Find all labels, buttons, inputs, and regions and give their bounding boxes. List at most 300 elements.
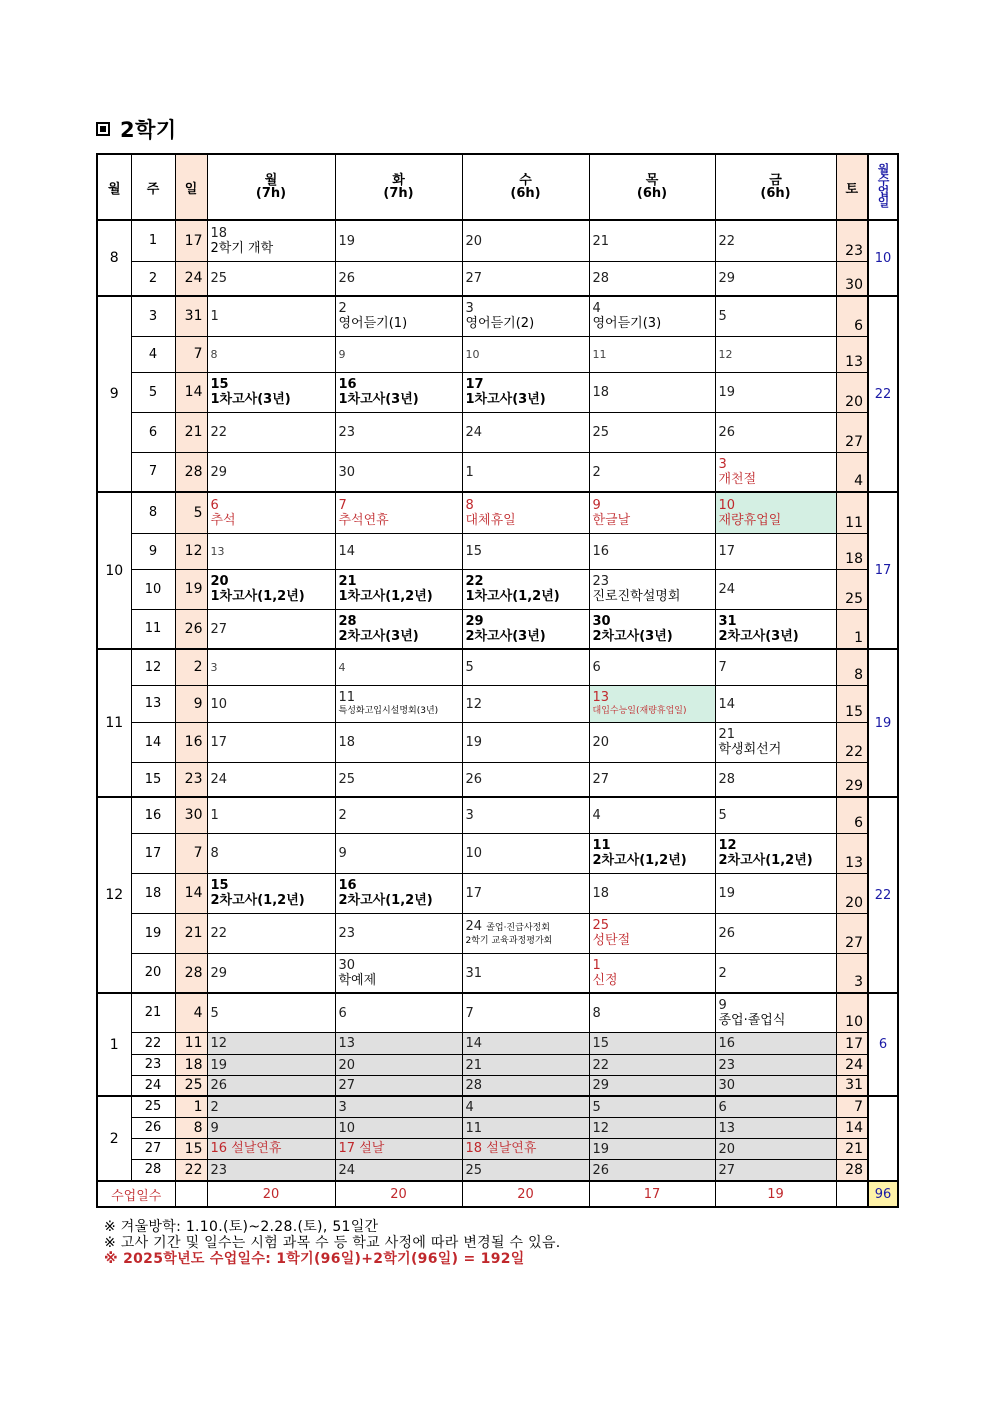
saturday-date: 8 xyxy=(836,649,868,685)
date-number: 1 xyxy=(592,957,601,973)
sunday-date: 4 xyxy=(175,993,207,1032)
week-row xyxy=(97,1117,898,1138)
day-cell-tuesday xyxy=(335,569,462,609)
date-number: 16 xyxy=(210,1141,228,1156)
week-number: 14 xyxy=(131,722,175,762)
event-note: 1차고사(3년) xyxy=(338,392,419,407)
date-number: 4 xyxy=(592,301,601,317)
date-number: 1 xyxy=(210,808,219,824)
totals-saturday-empty xyxy=(836,1181,868,1207)
week-row xyxy=(97,1138,898,1159)
month-school-days: 19 xyxy=(868,649,898,797)
date-number: 12 xyxy=(210,1036,228,1051)
date-number: 29 xyxy=(592,1078,610,1094)
day-cell-tuesday xyxy=(335,1075,462,1096)
day-cell-tuesday xyxy=(335,1159,462,1181)
totals-thursday: 17 xyxy=(589,1181,715,1207)
day-cell-wednesday xyxy=(462,797,589,833)
day-cell-wednesday xyxy=(462,685,589,722)
sunday-date: 28 xyxy=(175,953,207,993)
week-number: 17 xyxy=(131,833,175,873)
day-cell-thursday xyxy=(589,833,715,873)
week-row xyxy=(97,336,898,372)
event-note: 2차고사(1,2년) xyxy=(592,853,687,868)
day-cell-monday xyxy=(207,220,335,261)
day-cell-tuesday xyxy=(335,452,462,492)
date-number: 8 xyxy=(465,497,474,513)
day-cell-wednesday xyxy=(462,220,589,261)
week-number: 11 xyxy=(131,609,175,649)
totals-monday: 20 xyxy=(207,1181,335,1207)
date-number: 28 xyxy=(338,613,357,629)
date-number: 3 xyxy=(465,808,474,824)
week-row xyxy=(97,1075,898,1096)
date-number: 6 xyxy=(210,497,219,513)
event-note: 한글날 xyxy=(592,512,631,528)
day-cell-friday xyxy=(715,833,836,873)
saturday-date: 6 xyxy=(836,296,868,336)
date-number: 12 xyxy=(718,838,737,853)
date-number: 5 xyxy=(592,1099,601,1115)
sunday-date: 11 xyxy=(175,1032,207,1054)
week-row xyxy=(97,220,898,261)
day-cell-wednesday xyxy=(462,833,589,873)
day-cell-wednesday xyxy=(462,1159,589,1181)
day-cell-thursday xyxy=(589,372,715,412)
day-cell-thursday xyxy=(589,220,715,261)
date-number: 28 xyxy=(592,271,610,287)
event-note: 추석 xyxy=(210,512,236,528)
event-note: 영어듣기(3) xyxy=(592,316,662,332)
event-note: 신정 xyxy=(592,972,618,988)
day-cell-wednesday xyxy=(462,492,589,533)
day-cell-friday xyxy=(715,261,836,296)
saturday-date: 17 xyxy=(836,1032,868,1054)
footnotes xyxy=(104,1219,561,1267)
date-number: 7 xyxy=(338,497,347,513)
date-number: 21 xyxy=(465,1057,483,1073)
day-cell-tuesday xyxy=(335,261,462,296)
totals-friday: 19 xyxy=(715,1181,836,1207)
day-cell-tuesday xyxy=(335,913,462,953)
saturday-date: 1 xyxy=(836,609,868,649)
day-cell-tuesday xyxy=(335,412,462,452)
date-number: 3 xyxy=(338,1099,347,1115)
event-note: 학예제 xyxy=(338,972,377,988)
date-number: 5 xyxy=(718,309,727,325)
date-number: 15 xyxy=(210,377,229,392)
day-cell-friday xyxy=(715,913,836,953)
day-cell-monday xyxy=(207,372,335,412)
date-number: 21 xyxy=(592,233,610,249)
sunday-date: 1 xyxy=(175,1096,207,1117)
day-cell-friday xyxy=(715,452,836,492)
saturday-date: 27 xyxy=(836,913,868,953)
day-cell-thursday xyxy=(589,649,715,685)
week-row xyxy=(97,452,898,492)
date-number: 14 xyxy=(718,696,736,712)
day-cell-wednesday xyxy=(462,569,589,609)
date-number: 2 xyxy=(592,464,601,480)
date-number: 11 xyxy=(592,838,611,853)
day-cell-thursday xyxy=(589,685,715,722)
date-number: 1 xyxy=(210,309,219,325)
sunday-date: 18 xyxy=(175,1054,207,1075)
saturday-date: 20 xyxy=(836,873,868,913)
saturday-date: 13 xyxy=(836,833,868,873)
date-number: 11 xyxy=(592,348,607,361)
date-number: 20 xyxy=(718,1141,736,1157)
day-cell-friday xyxy=(715,296,836,336)
date-number: 19 xyxy=(338,233,356,249)
event-note: 영어듣기(1) xyxy=(338,316,408,332)
event-note: 설날연휴 xyxy=(231,1141,282,1156)
date-number: 18 xyxy=(592,886,610,901)
event-note: 1차고사(1,2년) xyxy=(210,589,305,604)
sunday-date: 8 xyxy=(175,1117,207,1138)
day-cell-wednesday xyxy=(462,372,589,412)
date-number: 19 xyxy=(465,735,483,750)
date-number: 27 xyxy=(718,1162,736,1178)
date-number: 31 xyxy=(465,965,483,981)
day-cell-thursday xyxy=(589,412,715,452)
date-number: 16 xyxy=(718,1036,736,1051)
day-cell-thursday xyxy=(589,1138,715,1159)
date-number: 6 xyxy=(592,660,601,676)
date-number: 27 xyxy=(210,621,228,637)
date-number: 16 xyxy=(338,878,357,893)
date-number: 7 xyxy=(465,1005,474,1021)
day-cell-monday xyxy=(207,1117,335,1138)
date-number: 27 xyxy=(465,271,483,287)
date-number: 2 xyxy=(338,301,347,317)
week-number: 13 xyxy=(131,685,175,722)
date-number: 2 xyxy=(210,1099,219,1115)
week-row xyxy=(97,722,898,762)
day-cell-wednesday xyxy=(462,722,589,762)
saturday-date: 6 xyxy=(836,797,868,833)
month-cell: 1 xyxy=(97,993,131,1096)
event-note: 1차고사(3년) xyxy=(465,392,546,407)
day-cell-tuesday xyxy=(335,1054,462,1075)
sunday-date: 19 xyxy=(175,569,207,609)
month-school-days: 17 xyxy=(868,492,898,649)
date-number: 10 xyxy=(465,348,480,361)
sunday-date: 26 xyxy=(175,609,207,649)
day-cell-thursday xyxy=(589,261,715,296)
day-cell-friday xyxy=(715,685,836,722)
saturday-date: 7 xyxy=(836,1096,868,1117)
day-cell-monday xyxy=(207,1032,335,1054)
totals-label: 수업일수 xyxy=(97,1181,175,1207)
saturday-date: 18 xyxy=(836,533,868,569)
sunday-date: 16 xyxy=(175,722,207,762)
date-number: 26 xyxy=(465,772,483,788)
day-cell-friday xyxy=(715,372,836,412)
date-number: 22 xyxy=(592,1057,610,1073)
day-cell-tuesday xyxy=(335,762,462,797)
event-note: 2차고사(1,2년) xyxy=(210,893,305,908)
saturday-date: 4 xyxy=(836,452,868,492)
saturday-date: 30 xyxy=(836,261,868,296)
event-note: 대체휴일 xyxy=(465,512,516,528)
date-number: 26 xyxy=(718,926,736,941)
day-cell-monday xyxy=(207,685,335,722)
date-number: 27 xyxy=(338,1078,356,1094)
date-number: 2 xyxy=(718,965,727,981)
week-number: 12 xyxy=(131,649,175,685)
sunday-date: 30 xyxy=(175,797,207,833)
week-number: 5 xyxy=(131,372,175,412)
day-cell-monday xyxy=(207,533,335,569)
week-number: 10 xyxy=(131,569,175,609)
month-school-days xyxy=(868,1096,898,1181)
day-cell-friday xyxy=(715,722,836,762)
week-row xyxy=(97,412,898,452)
date-number: 30 xyxy=(338,957,356,973)
date-number: 29 xyxy=(718,271,736,287)
header-row xyxy=(97,154,898,220)
day-cell-monday xyxy=(207,1096,335,1117)
date-number: 25 xyxy=(592,425,610,440)
day-cell-wednesday xyxy=(462,336,589,372)
date-number: 3 xyxy=(210,661,218,675)
sunday-date: 7 xyxy=(175,833,207,873)
week-number: 8 xyxy=(131,492,175,533)
day-cell-monday xyxy=(207,913,335,953)
date-number: 10 xyxy=(718,497,736,513)
sunday-date: 28 xyxy=(175,452,207,492)
date-number: 24 xyxy=(210,772,228,788)
date-number: 18 xyxy=(210,225,228,241)
sunday-date: 17 xyxy=(175,220,207,261)
totals-row xyxy=(97,1181,898,1207)
date-number: 12 xyxy=(592,1120,610,1136)
saturday-date: 31 xyxy=(836,1075,868,1096)
day-cell-friday xyxy=(715,953,836,993)
day-cell-monday xyxy=(207,1075,335,1096)
day-cell-monday xyxy=(207,1054,335,1075)
saturday-date: 22 xyxy=(836,722,868,762)
date-number: 5 xyxy=(465,660,474,676)
week-row xyxy=(97,533,898,569)
date-number: 14 xyxy=(338,544,356,559)
totals-tuesday: 20 xyxy=(335,1181,462,1207)
month-cell: 2 xyxy=(97,1096,131,1181)
day-cell-thursday xyxy=(589,1054,715,1075)
date-number: 20 xyxy=(338,1057,356,1073)
sunday-date: 15 xyxy=(175,1138,207,1159)
day-cell-friday xyxy=(715,533,836,569)
week-number: 3 xyxy=(131,296,175,336)
totals-sunday-empty xyxy=(175,1181,207,1207)
date-number: 30 xyxy=(718,1078,736,1094)
date-number: 25 xyxy=(210,271,228,287)
week-number: 9 xyxy=(131,533,175,569)
date-number: 21 xyxy=(338,574,357,589)
event-note: 학생회선거 xyxy=(718,742,782,757)
header-month: 월 xyxy=(97,154,131,220)
date-number: 19 xyxy=(718,385,736,400)
date-number: 1 xyxy=(465,464,474,480)
week-row xyxy=(97,762,898,797)
week-row xyxy=(97,833,898,873)
date-number: 4 xyxy=(338,661,346,675)
date-number: 10 xyxy=(465,846,483,861)
week-number: 26 xyxy=(131,1117,175,1138)
day-cell-thursday xyxy=(589,722,715,762)
week-number: 20 xyxy=(131,953,175,993)
date-number: 10 xyxy=(210,696,228,712)
day-cell-wednesday xyxy=(462,452,589,492)
date-number: 9 xyxy=(718,997,727,1013)
date-number: 18 xyxy=(592,385,610,400)
event-note: 영어듣기(2) xyxy=(465,316,535,332)
sunday-date: 21 xyxy=(175,913,207,953)
note-winter-break: ※ 겨울방학: 1.10.(토)~2.28.(토), 51일간 xyxy=(104,1219,379,1235)
week-row xyxy=(97,372,898,412)
event-note-secondary: 2학기 교육과정평가회 xyxy=(465,936,553,946)
week-number: 21 xyxy=(131,993,175,1032)
day-cell-tuesday xyxy=(335,1117,462,1138)
calendar-body xyxy=(97,220,898,1181)
date-number: 17 xyxy=(210,735,228,750)
event-note: 1차고사(1,2년) xyxy=(338,589,433,604)
day-cell-thursday xyxy=(589,1159,715,1181)
day-cell-tuesday xyxy=(335,336,462,372)
day-cell-friday xyxy=(715,797,836,833)
week-number: 19 xyxy=(131,913,175,953)
day-cell-tuesday xyxy=(335,1138,462,1159)
day-cell-monday xyxy=(207,261,335,296)
week-number: 28 xyxy=(131,1159,175,1181)
day-cell-monday xyxy=(207,452,335,492)
date-number: 3 xyxy=(465,301,474,317)
day-cell-friday xyxy=(715,1032,836,1054)
sunday-date: 2 xyxy=(175,649,207,685)
sunday-date: 14 xyxy=(175,873,207,913)
square-bullet-icon xyxy=(96,122,110,136)
day-cell-friday xyxy=(715,762,836,797)
day-cell-tuesday xyxy=(335,220,462,261)
month-cell: 10 xyxy=(97,492,131,649)
day-cell-friday xyxy=(715,1138,836,1159)
day-cell-tuesday xyxy=(335,993,462,1032)
date-number: 8 xyxy=(592,1005,601,1021)
day-cell-thursday xyxy=(589,1117,715,1138)
date-number: 9 xyxy=(338,846,347,861)
date-number: 22 xyxy=(210,926,228,941)
day-cell-thursday xyxy=(589,533,715,569)
date-number: 6 xyxy=(718,1099,727,1115)
day-cell-tuesday xyxy=(335,533,462,569)
date-number: 8 xyxy=(210,846,219,861)
day-cell-friday xyxy=(715,220,836,261)
week-row xyxy=(97,492,898,533)
day-cell-monday xyxy=(207,569,335,609)
date-number: 19 xyxy=(210,1057,228,1073)
day-cell-monday xyxy=(207,993,335,1032)
date-number: 3 xyxy=(718,456,727,472)
day-cell-monday xyxy=(207,296,335,336)
day-cell-monday xyxy=(207,797,335,833)
saturday-date: 20 xyxy=(836,372,868,412)
event-note: 2차고사(3년) xyxy=(338,628,419,644)
day-cell-thursday xyxy=(589,1075,715,1096)
sunday-date: 25 xyxy=(175,1075,207,1096)
date-number: 8 xyxy=(210,348,218,361)
date-number: 20 xyxy=(210,574,229,589)
week-number: 15 xyxy=(131,762,175,797)
day-cell-tuesday xyxy=(335,833,462,873)
date-number: 23 xyxy=(718,1057,736,1073)
date-number: 9 xyxy=(210,1120,219,1136)
day-cell-thursday xyxy=(589,953,715,993)
date-number: 25 xyxy=(338,772,356,788)
week-number: 18 xyxy=(131,873,175,913)
date-number: 17 xyxy=(718,544,736,559)
month-school-days: 22 xyxy=(868,296,898,492)
saturday-date: 11 xyxy=(836,492,868,533)
date-number: 15 xyxy=(592,1036,610,1051)
date-number: 30 xyxy=(592,613,611,629)
date-number: 13 xyxy=(210,545,225,558)
week-row xyxy=(97,913,898,953)
date-number: 27 xyxy=(592,772,610,788)
date-number: 9 xyxy=(592,497,601,513)
day-cell-monday xyxy=(207,492,335,533)
saturday-date: 14 xyxy=(836,1117,868,1138)
event-note: 2차고사(1,2년) xyxy=(338,893,433,908)
day-cell-wednesday xyxy=(462,993,589,1032)
saturday-date: 13 xyxy=(836,336,868,372)
event-note: 2학기 개학 xyxy=(210,240,274,256)
day-cell-friday xyxy=(715,993,836,1032)
sunday-date: 23 xyxy=(175,762,207,797)
day-cell-thursday xyxy=(589,609,715,649)
week-number: 24 xyxy=(131,1075,175,1096)
saturday-date: 24 xyxy=(836,1054,868,1075)
week-row xyxy=(97,797,898,833)
day-cell-wednesday xyxy=(462,533,589,569)
event-note: 특성화고입시설명회(3년) xyxy=(338,706,439,716)
date-number: 11 xyxy=(338,690,356,705)
saturday-date: 25 xyxy=(836,569,868,609)
week-row xyxy=(97,993,898,1032)
day-cell-tuesday xyxy=(335,649,462,685)
day-cell-friday xyxy=(715,1096,836,1117)
day-cell-wednesday xyxy=(462,1075,589,1096)
date-number: 15 xyxy=(465,544,483,559)
date-number: 18 xyxy=(338,735,356,750)
day-cell-wednesday xyxy=(462,1096,589,1117)
week-number: 1 xyxy=(131,220,175,261)
header-monday: 월 (7h) xyxy=(207,154,335,220)
date-number: 21 xyxy=(718,727,736,742)
date-number: 26 xyxy=(592,1162,610,1178)
month-cell: 12 xyxy=(97,797,131,993)
week-number: 22 xyxy=(131,1032,175,1054)
date-number: 4 xyxy=(592,808,601,824)
week-number: 4 xyxy=(131,336,175,372)
date-number: 9 xyxy=(338,348,346,361)
day-cell-thursday xyxy=(589,1096,715,1117)
date-number: 26 xyxy=(718,425,736,440)
header-sunday: 일 xyxy=(175,154,207,220)
day-cell-monday xyxy=(207,412,335,452)
semester-calendar-table xyxy=(96,153,899,1208)
month-school-days: 10 xyxy=(868,220,898,296)
